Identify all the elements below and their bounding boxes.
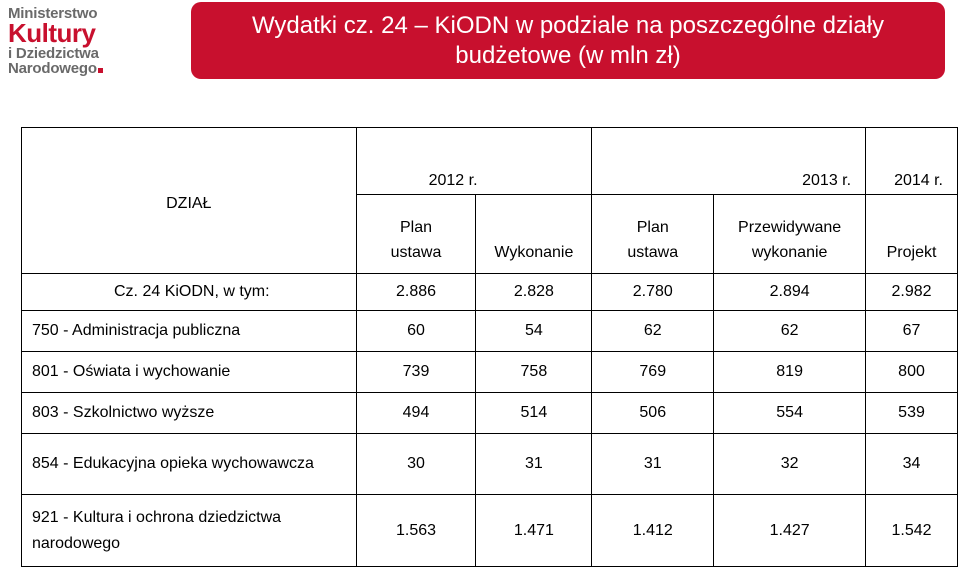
row-label: Cz. 24 KiODN, w tym: (22, 274, 357, 311)
cell: 31 (476, 433, 592, 494)
cell: 62 (714, 311, 866, 352)
year-2013: 2013 r. (592, 128, 866, 195)
dzial-header: DZIAŁ (22, 128, 357, 274)
cell: 2.894 (714, 274, 866, 311)
slide-title-text: Wydatki cz. 24 – KiODN w podziale na poszczególne działy budżetowe (w mln zł) (251, 11, 885, 69)
table-row (22, 392, 958, 433)
year-2012: 2012 r. (356, 128, 592, 195)
cell: 60 (356, 311, 476, 352)
cell: 32 (714, 433, 866, 494)
row-label: 854 - Edukacyjna opieka wychowawcza (22, 433, 357, 494)
cell: 67 (866, 311, 958, 352)
subheader-wykonanie-2012: Wykonanie (476, 194, 592, 274)
table-row (22, 352, 958, 393)
table-row (22, 495, 958, 567)
cell: 739 (356, 352, 476, 393)
cell: 2.886 (356, 274, 476, 311)
subheader-plan-2013: Plan ustawa (592, 194, 714, 274)
cell: 819 (714, 352, 866, 393)
slide-title (191, 2, 945, 79)
cell: 54 (476, 311, 592, 352)
cell: 1.412 (592, 495, 714, 567)
cell: 758 (476, 352, 592, 393)
row-label: 801 - Oświata i wychowanie (22, 352, 357, 393)
cell: 1.563 (356, 495, 476, 567)
cell: 2.780 (592, 274, 714, 311)
row-label: 750 - Administracja publiczna (22, 311, 357, 352)
cell: 62 (592, 311, 714, 352)
budget-table (21, 127, 958, 567)
table-row (22, 274, 958, 311)
subheader-plan-2012: Plan ustawa (356, 194, 476, 274)
logo-line-2: Kultury (8, 18, 96, 48)
cell: 1.427 (714, 495, 866, 567)
cell: 1.542 (866, 495, 958, 567)
cell: 1.471 (476, 495, 592, 567)
ministry-logo (8, 6, 130, 76)
cell: 539 (866, 392, 958, 433)
logo-line-4: Narodowego (8, 60, 97, 77)
row-label: 803 - Szkolnictwo wyższe (22, 392, 357, 433)
cell: 506 (592, 392, 714, 433)
cell: 2.828 (476, 274, 592, 311)
cell: 31 (592, 433, 714, 494)
logo-dot-icon (98, 68, 103, 73)
subheader-przewidywane-2013: Przewidywane wykonanie (714, 194, 866, 274)
cell: 514 (476, 392, 592, 433)
year-2014: 2014 r. (866, 128, 958, 195)
cell: 800 (866, 352, 958, 393)
year-header-row (22, 128, 958, 195)
cell: 494 (356, 392, 476, 433)
table-row (22, 311, 958, 352)
cell: 554 (714, 392, 866, 433)
logo-line-3: i Dziedzictwa (8, 45, 99, 62)
table-row (22, 433, 958, 494)
cell: 30 (356, 433, 476, 494)
cell: 2.982 (866, 274, 958, 311)
row-label: 921 - Kultura i ochrona dziedzictwa narodowego (22, 495, 357, 567)
logo-line-4-wrap (8, 61, 130, 76)
subheader-projekt-2014: Projekt (866, 194, 958, 274)
cell: 34 (866, 433, 958, 494)
logo-line-1: Ministerstwo (8, 5, 98, 22)
cell: 769 (592, 352, 714, 393)
